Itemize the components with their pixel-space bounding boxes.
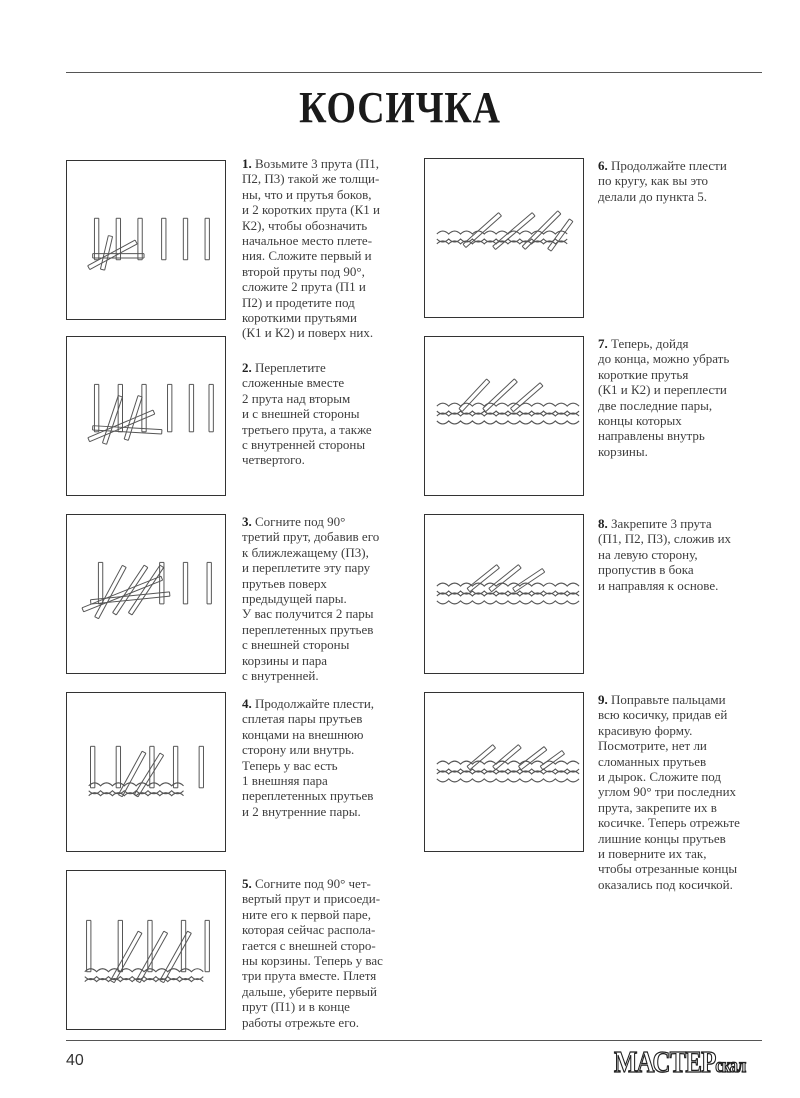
step-3-text xyxy=(242,514,414,683)
step-1-illustration xyxy=(66,160,226,320)
step-3-body: Согните под 90° третий прут, добавив его к ближлежащему (П3), и переплетите эту пару прутьев поверх предыдущей пары. У вас получится 2 пары переплетенных прутьев с внешней стороны корзины и пара с внутренней. xyxy=(242,514,380,684)
step-4-number: 4. xyxy=(242,696,252,711)
step-4-illustration xyxy=(66,692,226,852)
step-6-illustration xyxy=(424,158,584,318)
fig-9-drawing xyxy=(425,693,583,851)
step-2-number: 2. xyxy=(242,360,252,375)
step-5-body: Согните под 90° чет- вертый прут и присоеди- ните его к первой паре, которая сейчас распола- гается с внешней сторо- ны корзины. Теперь у вас три прута вместе. Плетя дальше, уберите первый прут (П1) и в конце работы отрежьте его. xyxy=(242,876,383,1030)
step-7-body: Теперь, дойдя до конца, можно убрать короткие прутья (К1 и К2) и переплести две последние пары, концы которых направлены внутрь корзины. xyxy=(598,336,730,459)
step-5-text xyxy=(242,876,414,1030)
step-9-body: Поправьте пальцами всю косичку, придав ей красивую форму. Посмотрите, нет ли сломанных прутьев и дырок. Сложите под углом 90° три последних прута, закрепите их в косичке. Теперь отрежьте лишние концы прутьев и поверните их так, чтобы отрезанные концы оказались под косичкой. xyxy=(598,692,740,892)
watermark-small: скал xyxy=(715,1055,746,1077)
fig-7-drawing xyxy=(425,337,583,495)
step-4-text xyxy=(242,696,414,819)
step-6-body: Продолжайте плести по кругу, как вы это делали до пункта 5. xyxy=(598,158,727,204)
fig-6-drawing xyxy=(425,159,583,317)
step-9-illustration xyxy=(424,692,584,852)
step-8-body: Закрепите 3 прута (П1, П2, П3), сложив их на левую сторону, пропустив в бока и направляя к основе. xyxy=(598,516,732,593)
step-8-illustration xyxy=(424,514,584,674)
bottom-rule xyxy=(66,1040,762,1041)
step-5-number: 5. xyxy=(242,876,252,891)
top-rule xyxy=(66,72,762,73)
watermark-logo xyxy=(614,1044,745,1080)
step-1-body: Возьмите 3 прута (П1, П2, П3) такой же толщи- ны, что и прутья боков, и 2 коротких прута (К1 и К2), чтобы обозначить начальное место плете- ния. Сложите первый и второй пруты под 90°, сложите 2 прута (П1 и П2) и продетите под короткими прутьями (К1 и К2) и поверх них. xyxy=(242,156,380,341)
step-1-number: 1. xyxy=(242,156,252,171)
fig-5-drawing xyxy=(67,871,225,1029)
step-5-illustration xyxy=(66,870,226,1030)
fig-2-drawing xyxy=(67,337,225,495)
fig-3-drawing xyxy=(67,515,225,673)
step-4-body: Продолжайте плести, сплетая пары прутьев концами на внешнюю сторону или внутрь. Теперь у вас есть 1 внешняя пара переплетенных прутьев и 2 внутренние пары. xyxy=(242,696,375,819)
fig-8-drawing xyxy=(425,515,583,673)
step-9-text xyxy=(598,692,774,892)
step-6-text xyxy=(598,158,774,204)
step-1-text xyxy=(242,156,414,341)
step-2-illustration xyxy=(66,336,226,496)
page-number: 40 xyxy=(66,1052,84,1069)
step-8-text xyxy=(598,516,774,593)
step-9-number: 9. xyxy=(598,692,608,707)
watermark-main: МАСТЕР xyxy=(614,1044,716,1079)
step-7-number: 7. xyxy=(598,336,608,351)
step-6-number: 6. xyxy=(598,158,608,173)
step-7-text xyxy=(598,336,774,459)
page-title: КОСИЧКА xyxy=(299,83,501,132)
fig-1-drawing xyxy=(67,161,225,319)
step-3-illustration xyxy=(66,514,226,674)
step-7-illustration xyxy=(424,336,584,496)
fig-4-drawing xyxy=(67,693,225,851)
step-2-body: Переплетите сложенные вместе 2 прута над вторым и с внешней стороны третьего прута, а также с внутренней стороны четвертого. xyxy=(242,360,372,468)
step-3-number: 3. xyxy=(242,514,252,529)
step-8-number: 8. xyxy=(598,516,608,531)
step-2-text xyxy=(242,360,414,468)
